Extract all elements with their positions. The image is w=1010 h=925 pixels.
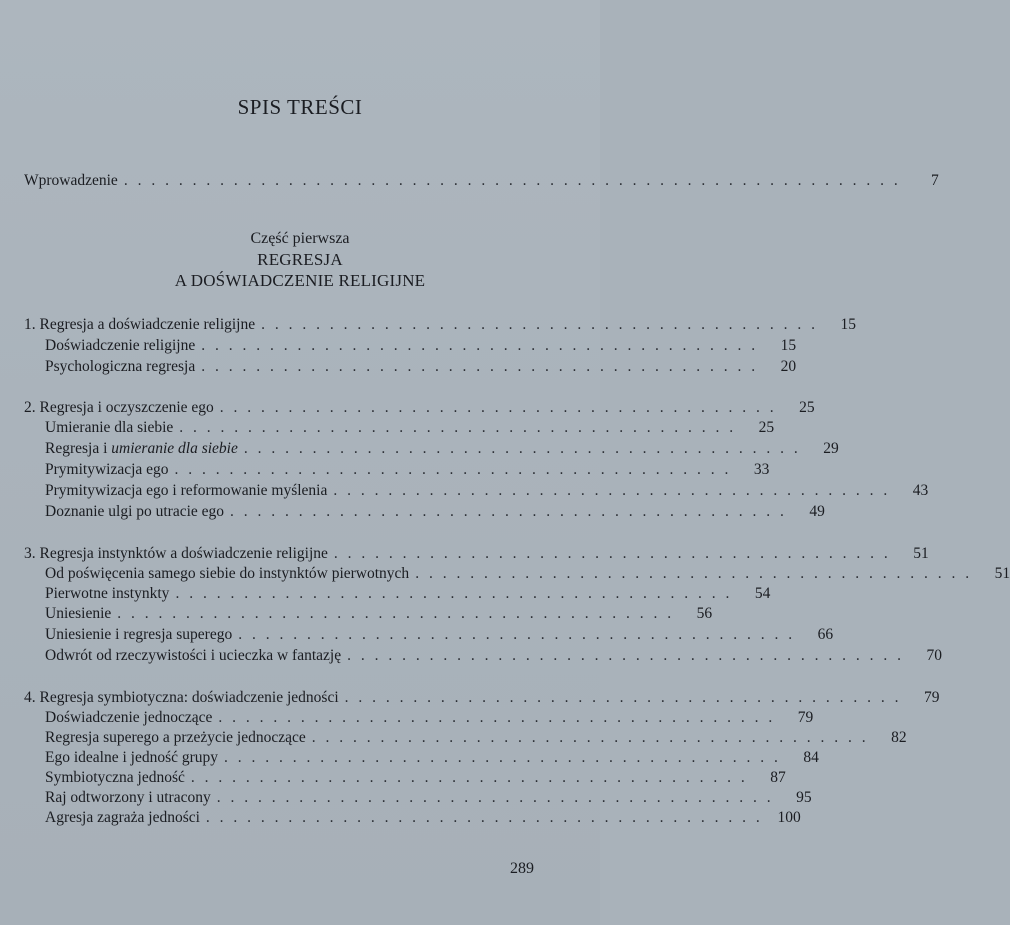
section-page: 49 [809, 503, 825, 520]
dot-leader: . . . . . . . . . . . . . . . . . . . . . . . . . . . . . . . . . . . . . . . . . [179, 419, 737, 436]
section-page: 66 [817, 626, 834, 643]
dot-leader: . . . . . . . . . . . . . . . . . . . . . . . . . . . . . . . . . . . . . . . . . [333, 482, 891, 499]
section-title: Ego idealne i jedność grupy [45, 749, 219, 766]
section-title [45, 439, 238, 459]
section-page: 100 [777, 809, 801, 826]
section-page: 95 [796, 789, 812, 806]
section-row [0, 357, 797, 377]
section-row [0, 625, 834, 645]
section-row [0, 564, 1010, 584]
section-title: Symbiotyczna jedność [45, 769, 185, 786]
toc-intro-row [0, 171, 939, 191]
section-title: Agresja zagraża jedności [45, 809, 200, 826]
section-row [0, 728, 907, 748]
dot-leader: . . . . . . . . . . . . . . . . . . . . . . . . . . . . . . . . . . . . . . . . . [311, 729, 869, 746]
section-title: Odwrót od rzeczywistości i ucieczka w fantazję [45, 647, 342, 664]
dot-leader: . . . . . . . . . . . . . . . . . . . . . . . . . . . . . . . . . . . . . . . . . [216, 789, 774, 806]
section-title: Pierwotne instynkty [45, 585, 170, 602]
toc-intro-page: 7 [930, 172, 939, 189]
section-title: Uniesienie [45, 605, 112, 622]
section-row [0, 748, 819, 768]
dot-leader: . . . . . . . . . . . . . . . . . . . . . . . . . . . . . . . . . . . . . . . . . [347, 647, 904, 664]
section-page: 56 [696, 605, 713, 622]
chapter-page: 79 [924, 689, 940, 706]
section-title: Raj odtworzony i utracony [45, 789, 211, 806]
dot-leader: . . . . . . . . . . . . . . . . . . . . . . . . . . . . . . . . . . . . . . . . . [174, 461, 732, 478]
dot-leader: . . . . . . . . . . . . . . . . . . . . . . . . . . . . . . . . . . . . . . . . . [117, 605, 675, 622]
section-page: 82 [891, 729, 907, 746]
section-page: 84 [803, 749, 819, 766]
part-title-line-2: A DOŚWIADCZENIE RELIGIJNE [174, 271, 426, 290]
dot-leader: . . . . . . . . . . . . . . . . . . . . . . . . . . . . . . . . . . . . . . . . . [261, 316, 818, 333]
dot-leader: . . . . . . . . . . . . . . . . . . . . . . . . . . . . . . . . . . . . . . . . . . . . . . . . . . . . . . . . . [123, 172, 901, 189]
section-title: Prymitywizacja ego i reformowanie myślenia [45, 482, 328, 499]
section-row [0, 808, 801, 828]
part-heading [150, 228, 450, 291]
dot-leader: . . . . . . . . . . . . . . . . . . . . . . . . . . . . . . . . . . . . . . . . . [201, 358, 759, 375]
section-page: 15 [780, 337, 797, 354]
chapter-row [0, 688, 940, 708]
section-title: Doświadczenie jednoczące [45, 709, 213, 726]
section-page: 43 [912, 482, 929, 499]
dot-leader: . . . . . . . . . . . . . . . . . . . . . . . . . . . . . . . . . . . . . . . . . [333, 545, 891, 562]
page-number: 289 [510, 860, 534, 877]
chapter-row [0, 398, 815, 418]
section-title-italic: umieranie dla siebie [111, 440, 238, 457]
section-page: 29 [823, 440, 839, 457]
section-page: 87 [770, 769, 786, 786]
dot-leader: . . . . . . . . . . . . . . . . . . . . . . . . . . . . . . . . . . . . . . . . . [243, 440, 801, 457]
dot-leader: . . . . . . . . . . . . . . . . . . . . . . . . . . . . . . . . . . . . . . . . . [344, 689, 902, 706]
section-row [0, 788, 812, 808]
section-row [0, 439, 839, 459]
chapter-page: 15 [840, 316, 856, 333]
chapter-page: 51 [913, 545, 929, 562]
section-page: 79 [797, 709, 814, 726]
section-title: Doświadczenie religijne [45, 337, 196, 354]
section-title: Regresja superego a przeżycie jednoczące [45, 729, 306, 746]
dot-leader: . . . . . . . . . . . . . . . . . . . . . . . . . . . . . . . . . . . . . . . . . [238, 626, 796, 643]
dot-leader: . . . . . . . . . . . . . . . . . . . . . . . . . . . . . . . . . . . . . . . . . [190, 769, 748, 786]
part-number: Część pierwsza [250, 230, 350, 247]
chapter-title: 2. Regresja i oczyszczenie ego [24, 399, 214, 416]
section-row [0, 418, 775, 438]
section-page: 33 [753, 461, 770, 478]
dot-leader: . . . . . . . . . . . . . . . . . . . . . . . . . . . . . . . . . . . . . . . . . [230, 503, 787, 520]
section-row [0, 604, 713, 624]
section-title: Prymitywizacja ego [45, 461, 169, 478]
section-row [0, 460, 770, 480]
section-row [0, 336, 797, 356]
page-title: SPIS TREŚCI [237, 95, 363, 119]
part-title-line-1: REGRESJA [257, 250, 343, 269]
section-title: Od poświęcenia samego siebie do instynktów pierwotnych [45, 565, 410, 582]
toc-intro-label: Wprowadzenie [24, 172, 118, 189]
dot-leader: . . . . . . . . . . . . . . . . . . . . . . . . . . . . . . . . . . . . . . . . . [415, 565, 973, 582]
dot-leader: . . . . . . . . . . . . . . . . . . . . . . . . . . . . . . . . . . . . . . . . . [175, 585, 733, 602]
section-row [0, 502, 825, 522]
section-title: Uniesienie i regresja superego [45, 626, 233, 643]
chapter-page: 25 [799, 399, 815, 416]
section-page: 54 [754, 585, 771, 602]
chapter-title: 4. Regresja symbiotyczna: doświadczenie jedności [24, 689, 339, 706]
section-row [0, 584, 771, 604]
section-title: Psychologiczna regresja [45, 358, 196, 375]
dot-leader: . . . . . . . . . . . . . . . . . . . . . . . . . . . . . . . . . . . . . . . . . [219, 399, 777, 416]
chapter-title: 1. Regresja a doświadczenie religijne [24, 316, 256, 333]
section-page: 20 [780, 358, 797, 375]
section-page: 25 [758, 419, 775, 436]
dot-leader: . . . . . . . . . . . . . . . . . . . . . . . . . . . . . . . . . . . . . . . . . [218, 709, 776, 726]
section-title: Doznanie ulgi po utracie ego [45, 503, 225, 520]
section-row [0, 708, 814, 728]
chapter-row [0, 544, 929, 564]
section-row [0, 481, 929, 501]
chapter-title: 3. Regresja instynktów a doświadczenie religijne [24, 545, 328, 562]
chapter-row [0, 315, 856, 335]
section-row [0, 768, 786, 788]
section-page: 51 [994, 565, 1010, 582]
section-page: 70 [926, 647, 942, 664]
section-title-plain: Regresja i [45, 440, 112, 457]
dot-leader: . . . . . . . . . . . . . . . . . . . . . . . . . . . . . . . . . . . . . . . . . [205, 809, 763, 826]
dot-leader: . . . . . . . . . . . . . . . . . . . . . . . . . . . . . . . . . . . . . . . . . [224, 749, 781, 766]
section-title: Umieranie dla siebie [45, 419, 174, 436]
dot-leader: . . . . . . . . . . . . . . . . . . . . . . . . . . . . . . . . . . . . . . . . . [201, 337, 759, 354]
section-row [0, 646, 942, 666]
